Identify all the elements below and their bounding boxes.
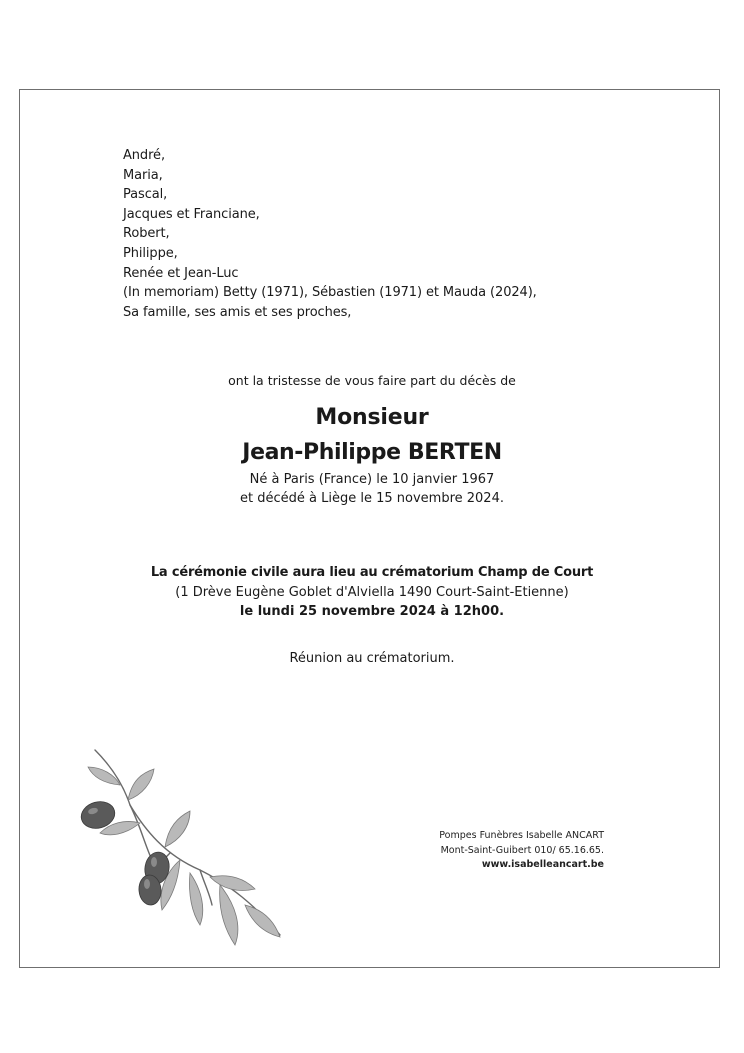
family-member: André,: [123, 148, 165, 163]
undertaker-info: [439, 829, 604, 873]
olive-branch-icon: [70, 745, 290, 965]
ceremony-datetime: le lundi 25 novembre 2024 à 12h00.: [239, 604, 505, 619]
deceased-honorific: Monsieur: [315, 405, 429, 430]
family-member: Robert,: [123, 226, 170, 242]
death-info: et décédé à Liège le 15 novembre 2024.: [240, 491, 504, 506]
undertaker-address-phone: Mont-Saint-Guibert 010/ 65.16.65.: [440, 844, 604, 856]
ceremony-title: La cérémonie civile aura lieu au crématorium Champ de Court: [150, 565, 594, 580]
family-member: Philippe,: [123, 245, 178, 261]
reunion-note: Réunion au crématorium.: [289, 651, 455, 666]
family-member: Jacques et Franciane,: [123, 206, 260, 222]
family-member: (In memoriam) Betty (1971), Sébastien (1971) et Mauda (2024),: [123, 285, 537, 301]
ceremony-address: (1 Drève Eugène Goblet d'Alviella 1490 Court-Saint-Etienne): [175, 585, 569, 600]
family-member: Maria,: [123, 167, 163, 183]
family-member: Renée et Jean-Luc: [123, 265, 239, 281]
undertaker-website: www.isabelleancart.be: [481, 859, 604, 870]
birth-info: Né à Paris (France) le 10 janvier 1967: [249, 472, 495, 487]
announcement-intro: ont la tristesse de vous faire part du décès de: [228, 373, 516, 388]
undertaker-name: Pompes Funèbres Isabelle ANCART: [439, 830, 604, 841]
family-member: Sa famille, ses amis et ses proches,: [123, 304, 352, 320]
deceased-name: Jean-Philippe BERTEN: [242, 440, 502, 465]
family-list: [123, 146, 537, 322]
family-member: Pascal,: [123, 187, 168, 203]
